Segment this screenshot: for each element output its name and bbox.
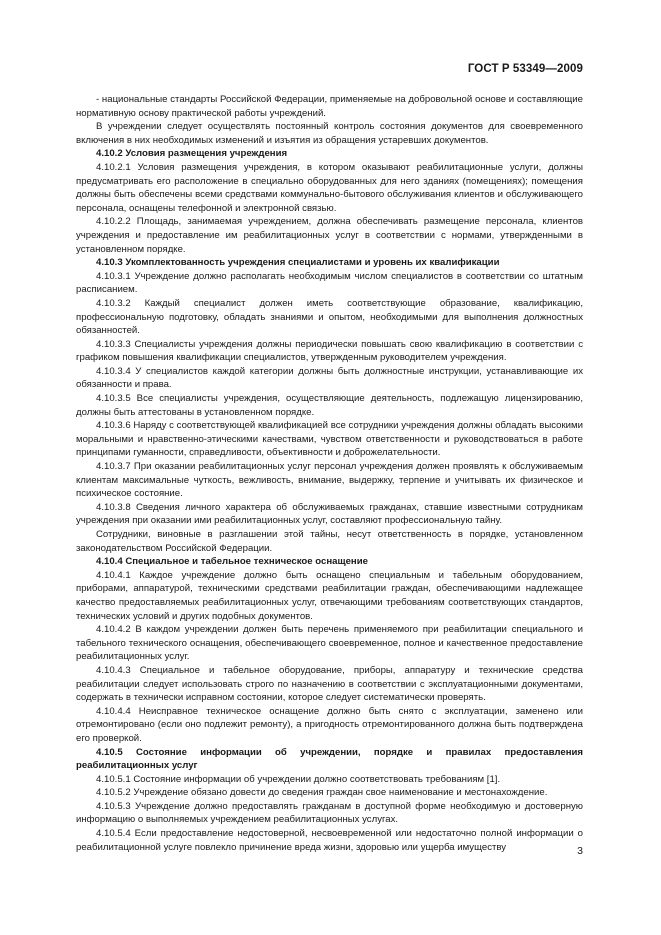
body-paragraph: В учреждении следует осуществлять постоянный контроль состояния документов для своевременного включения в них необходимых изменений и изъятия из обращения устаревших документов. [76,121,583,146]
body-paragraph: 4.10.4.1 Каждое учреждение должно быть оснащено специальным и табельным оборудованием, приборами, аппаратурой, техническими средствами реабилитации граждан, обеспечивающими надлежащее качество предоставляемых реабилитационных услуг, отвечающими требованиям соответствующих стандартов, технических условий и других подобных документов. [76,569,583,622]
page-number: 3 [577,845,583,857]
document-body [76,93,583,854]
section-heading: 4.10.3 Укомплектованность учреждения специалистами и уровень их квалификации [96,257,500,269]
body-paragraph: 4.10.2.2 Площадь, занимаемая учреждением, должна обеспечивать размещение персонала, клиентов учреждения и предоставление им реабилитационных услуг в соответствии с нормами, утвержденными в установленном порядке. [76,216,583,255]
body-paragraph: 4.10.4.3 Специальное и табельное оборудование, приборы, аппаратуру и технические средства реабилитации следует использовать строго по назначению в соответствии с эксплуатационными документами, содержать в технически исправном состоянии, которое следует систематически проверять. [76,664,583,704]
body-paragraph: 4.10.5.4 Если предоставление недостоверной, несвоевременной или недостаточно полной информации о реабилитационной услуге повлекло причинение вреда жизни, здоровью или ущерба имуществу [76,828,583,853]
body-paragraph: 4.10.3.4 У специалистов каждой категории должны быть должностные инструкции, устанавливающие их обязанности и права. [76,365,583,391]
body-paragraph: 4.10.5.3 Учреждение должно предоставлять гражданам в доступной форме необходимую и достоверную информацию о выполняемых учреждением реабилитационных услугах. [76,800,583,826]
body-paragraph: 4.10.4.4 Неисправное техническое оснащение должно быть снято с эксплуатации, заменено или отремонтировано (если оно подлежит ремонту), а пригодность отремонтированного должна быть подтверждена его проверкой. [76,705,583,744]
body-paragraph: 4.10.3.6 Наряду с соответствующей квалификацией все сотрудники учреждения должны обладать высокими моральными и нравственно-этическими качествами, чувством ответственности и руководствоваться в работе принципами гуманности, справедливости, объективности и доброжелательности. [76,420,583,459]
standard-id-header: ГОСТ Р 53349—2009 [467,63,583,75]
body-paragraph: 4.10.5.1 Состояние информации об учреждении должно соответствовать требованиям [1]. [96,773,501,785]
section-heading: 4.10.4 Специальное и табельное техническое оснащение [96,556,368,568]
body-paragraph: Сотрудники, виновные в разглашении этой тайны, несут ответственность в порядке, установленном законодательством Российской Федерации. [76,529,583,554]
body-paragraph: 4.10.5.2 Учреждение обязано довести до сведения граждан свое наименование и местонахождение. [96,787,548,799]
section-heading: 4.10.2 Условия размещения учреждения [96,148,288,160]
body-paragraph: - национальные стандарты Российской Федерации, применяемые на добровольной основе и составляющие нормативную основу практической работы учреждений. [76,94,583,119]
body-paragraph: 4.10.3.3 Специалисты учреждения должны периодически повышать свою квалификацию в соответствии с графиком повышения квалификации специалистов, утвержденным руководителем учреждения. [76,338,583,364]
body-paragraph: 4.10.3.2 Каждый специалист должен иметь соответствующие образование, квалификацию, профессиональную подготовку, обладать знаниями и опытом, необходимыми для выполнения должностных обязанностей. [76,297,583,337]
section-heading: 4.10.5 Состояние информации об учреждении, порядке и правилах предоставления реабилитационных услуг [76,746,583,772]
body-paragraph: 4.10.4.2 В каждом учреждении должен быть перечень применяемого при реабилитации специального и табельного технического оснащения, обеспечивающего своевременное, полное и качественное предоставление реабилитационных услуг. [76,624,583,663]
body-paragraph: 4.10.2.1 Условия размещения учреждения, в котором оказывают реабилитационные услуги, должны предусматривать его расположение в специально оборудованных для него зданиях (помещениях); помещения должны быть обеспечены всеми средствами коммунально-бытового обслуживания клиентов и обслуживающего персонала, оснащены телефонной и электронной связью. [76,161,583,214]
body-paragraph: 4.10.3.7 При оказании реабилитационных услуг персонал учреждения должен проявлять к обслуживаемым клиентам максимальные чуткость, вежливость, внимание, выдержку, терпение и учитывать их физическое и психическое состояние. [76,461,583,500]
body-paragraph: 4.10.3.5 Все специалисты учреждения, осуществляющие деятельность, подлежащую лицензированию, должны быть аттестованы в установленном порядке. [76,393,583,418]
body-paragraph: 4.10.3.8 Сведения личного характера об обслуживаемых гражданах, ставшие известными сотрудникам учреждения при оказании ими реабилитационных услуг, составляют профессиональную тайну. [76,501,583,527]
body-paragraph: 4.10.3.1 Учреждение должно располагать необходимым числом специалистов в соответствии со штатным расписанием. [76,270,583,296]
